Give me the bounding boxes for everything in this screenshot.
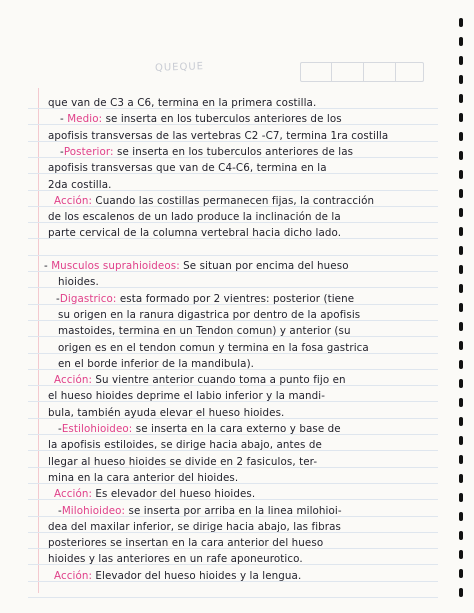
note-heading: Digastrico: [59, 292, 117, 305]
note-text: Su vientre anterior cuando toma a punto fijo en [92, 374, 346, 387]
note-text: - [58, 504, 62, 517]
note-text: - [44, 260, 52, 272]
note-line [60, 113, 342, 126]
note-text: se inserta en la cara externo y base de [132, 423, 341, 435]
note-heading: Posterior: [63, 145, 114, 158]
note-text: la apofisis estiloides, se dirige hacia abajo, antes de [48, 439, 322, 452]
note-text: parte cervical de la columna vertebral hacia dicho lado. [48, 227, 342, 240]
note-text: - [56, 292, 60, 305]
note-text: mastoides, termina en un Tendon comun) y anterior (su [58, 325, 351, 338]
note-line [48, 407, 284, 420]
note-line [48, 456, 317, 469]
note-line [58, 309, 360, 322]
note-text: Se situan por encima del hueso [179, 260, 349, 272]
note-text: - [60, 145, 64, 158]
note-text: el hueso hioides deprime el labio inferior y la mandi- [48, 390, 326, 403]
note-line [44, 260, 349, 273]
note-text: - [58, 423, 62, 435]
note-text: se inserta en los tuberculos anteriores de los [102, 113, 342, 126]
note-text: origen es en el tendon comun y termina en la fosa gastrica [58, 341, 369, 354]
note-text: hioides. [58, 276, 99, 289]
note-text: apofisis transversas que van de C4-C6, termina en la [48, 162, 327, 175]
note-line [48, 162, 327, 175]
note-line [48, 211, 341, 224]
note-text: esta formado por 2 vientres: posterior (tiene [116, 292, 355, 305]
note-text: se inserta por arriba en la linea milohioi- [125, 504, 342, 517]
note-line [48, 227, 341, 240]
note-text: su origen en la ranura digastrica por dentro de la apofisis [58, 308, 361, 321]
note-line [48, 179, 112, 192]
note-line [54, 374, 346, 387]
note-line [48, 472, 238, 485]
note-text: apofisis transversas de las vertebras C2 -C7, termina 1ra costilla [48, 129, 389, 142]
note-text: 2da costilla. [48, 178, 112, 191]
note-line [48, 521, 341, 534]
note-line [48, 439, 322, 452]
note-text: mina en la cara anterior del hioides. [48, 471, 239, 484]
note-text: posteriores se insertan en la cara anterior del hueso [48, 537, 324, 550]
note-line [48, 537, 323, 550]
note-text: bula, también ayuda elevar el hueso hioides. [48, 406, 285, 419]
note-heading: Acción: [54, 488, 93, 501]
note-text: se inserta en los tuberculos anteriores de las [113, 145, 354, 158]
note-text: en el borde inferior de la mandibula). [58, 357, 255, 370]
note-line [60, 146, 353, 159]
note-line [56, 293, 354, 306]
note-text: dea del maxilar inferior, se dirige hacia abajo, las fibras [48, 520, 342, 533]
note-line [54, 488, 255, 501]
note-text: que van de C3 a C6, termina en la primera costilla. [48, 97, 317, 109]
note-text: hioides y las anteriores en un rafe aponeurotico. [48, 553, 303, 566]
note-text: Es elevador del hueso hioides. [92, 488, 256, 501]
note-text: Cuando las costillas permanecen fijas, la contracción [92, 194, 375, 207]
note-text: de los escalenos de un lado produce la inclinación de la [48, 211, 341, 224]
note-line [58, 505, 342, 518]
note-line [58, 342, 369, 355]
note-line [54, 570, 301, 583]
note-line [54, 195, 374, 208]
note-line [58, 276, 99, 289]
note-line [58, 423, 341, 436]
note-text: - [60, 113, 68, 126]
note-text: llegar al hueso hioides se divide en 2 fasiculos, ter- [48, 455, 318, 468]
note-heading: Acción: [54, 569, 93, 582]
header-faint-text: QUEQUE [154, 61, 205, 74]
note-heading: Acción: [54, 374, 93, 387]
note-heading: Milohioideo: [61, 504, 126, 517]
note-heading: Medio: [67, 113, 103, 126]
note-line [48, 553, 303, 566]
note-line [48, 97, 316, 110]
note-heading: Musculos suprahioideos: [51, 260, 180, 272]
note-line [48, 130, 388, 143]
note-line [58, 358, 254, 371]
note-heading: Estilohioideo: [61, 423, 133, 435]
note-text: Elevador del hueso hioides y la lengua. [92, 569, 302, 582]
note-line [58, 325, 351, 338]
note-heading: Acción: [54, 194, 93, 207]
note-line [48, 390, 325, 403]
